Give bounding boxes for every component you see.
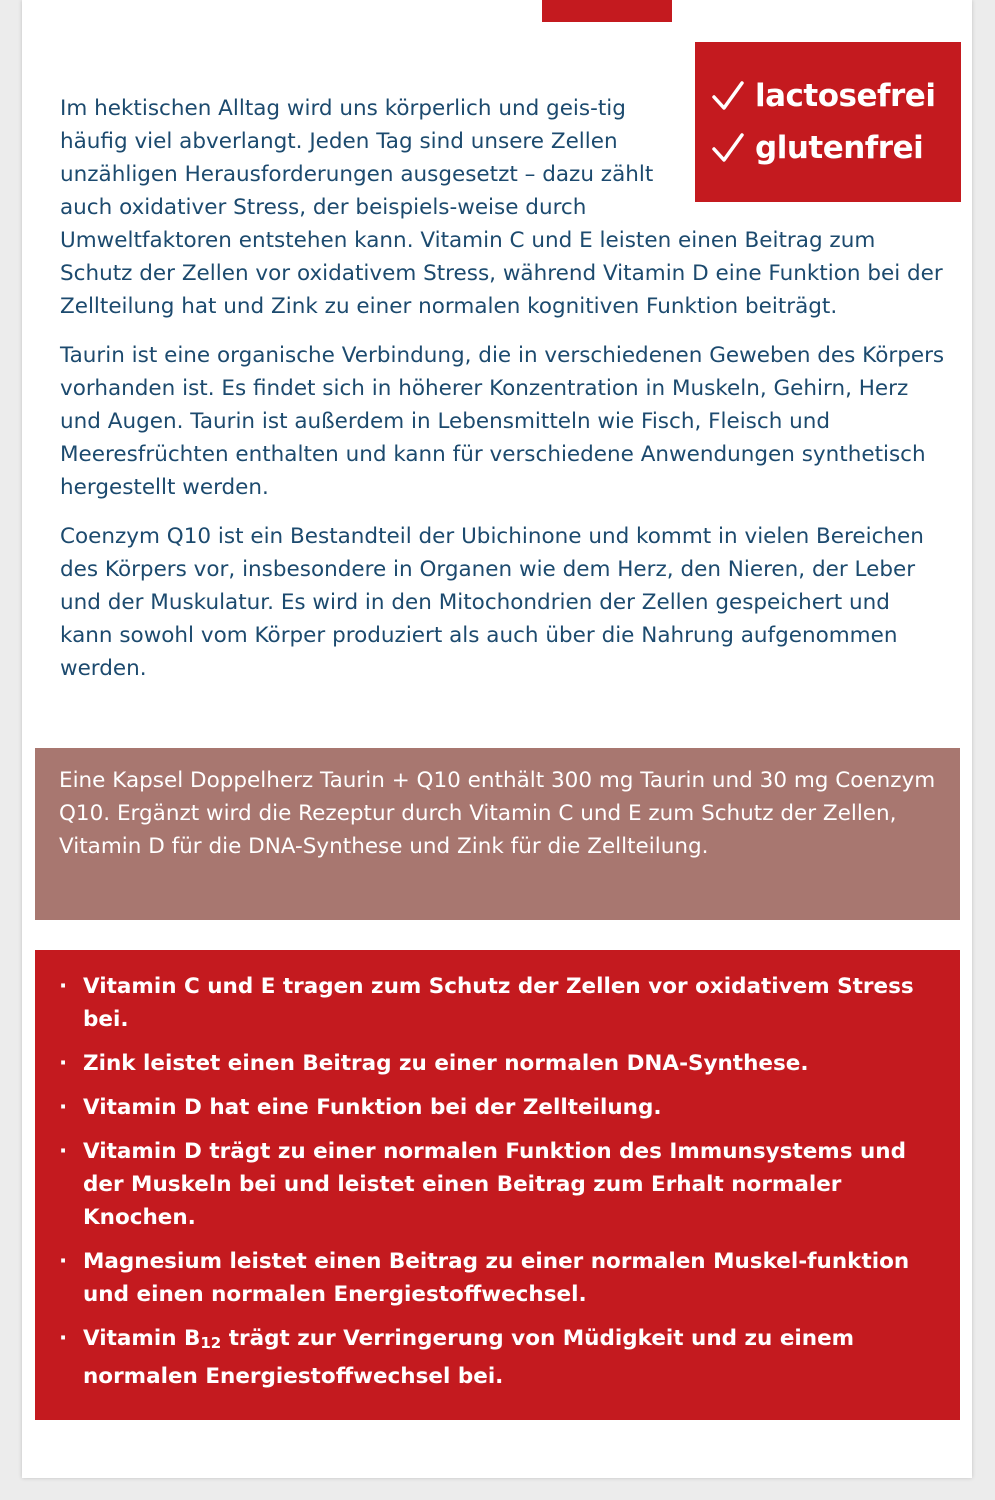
- claim-prefix: Vitamin B: [83, 1326, 201, 1351]
- claim-item: · Vitamin D hat eine Funktion bei der Zellteilung.: [59, 1091, 936, 1124]
- product-summary-text: Eine Kapsel Doppelherz Taurin + Q10 enthält 300 mg Taurin und 30 mg Coenzym Q10. Ergänzt wird die Rezeptur durch Vitamin C und E zum Schutz der Zellen, Vitamin D für die DNA-Synthese und Zink für die Zellteilung.: [59, 768, 936, 859]
- flap-red-block: [542, 0, 672, 22]
- claim-item: · Vitamin C und E tragen zum Schutz der Zellen vor oxidativem Stress bei.: [59, 970, 936, 1036]
- claim-item: · Vitamin D trägt zu einer normalen Funktion des Immunsystems und der Muskeln bei und leistet einen Beitrag zum Erhalt normaler Knochen.: [59, 1135, 936, 1234]
- claim-item-b12: [59, 1322, 936, 1393]
- health-claims-box: [35, 950, 960, 1420]
- product-summary-box: [35, 748, 960, 920]
- package-back-panel: [22, 0, 972, 1478]
- claims-list: [59, 970, 936, 1393]
- badge-label: lactosefrei: [755, 78, 936, 114]
- claim-subscript: 12: [200, 1334, 222, 1352]
- intro-text: [60, 92, 945, 701]
- badge-spacer: [685, 92, 945, 220]
- claim-item: · Magnesium leistet einen Beitrag zu einer normalen Muskel-funktion und einen normalen Energiestoffwechsel.: [59, 1245, 936, 1311]
- badge-label: glutenfrei: [755, 130, 924, 166]
- claim-item: · Zink leistet einen Beitrag zu einer normalen DNA-Synthese.: [59, 1047, 936, 1080]
- claim-suffix: trägt zur Verringerung von Müdigkeit und zu einem normalen Energiestoffwechsel bei.: [83, 1326, 855, 1389]
- mirrored-top-flap: [22, 0, 972, 26]
- intro-paragraph-1: Im hektischen Alltag wird uns körperlich und geis-tig häufig viel abverlangt. Jeden Tag sind unsere Zellen unzähligen Herausforderungen ausgesetzt – dazu zählt auch oxidativer Stress, der beispiels-weise durch Umweltfaktoren entstehen kann. Vitamin C und E leisten einen Beitrag zum Schutz der Zellen vor oxidativem Stress, während Vitamin D eine Funktion bei der Zellteilung hat und Zink zu einer normalen kognitiven Funktion beiträgt.: [60, 96, 943, 319]
- intro-paragraph-3: Coenzym Q10 ist ein Bestandteil der Ubichinone und kommt in vielen Bereichen des Körpers vor, insbesondere in Organen wie dem Herz, den Nieren, der Leber und der Muskulatur. Es wird in den Mitochondrien der Zellen gespeichert und kann sowohl vom Körper produziert als auch über die Nahrung aufgenommen werden.: [60, 524, 924, 681]
- intro-paragraph-2: Taurin ist eine organische Verbindung, die in verschiedenen Geweben des Körpers vorhanden ist. Es findet sich in höherer Konzentration in Muskeln, Gehirn, Herz und Augen. Taurin ist außerdem in Lebensmitteln wie Fisch, Fleisch und Meeresfrüchten enthalten und kann für verschiedene Anwendungen synthetisch hergestellt werden.: [60, 343, 945, 500]
